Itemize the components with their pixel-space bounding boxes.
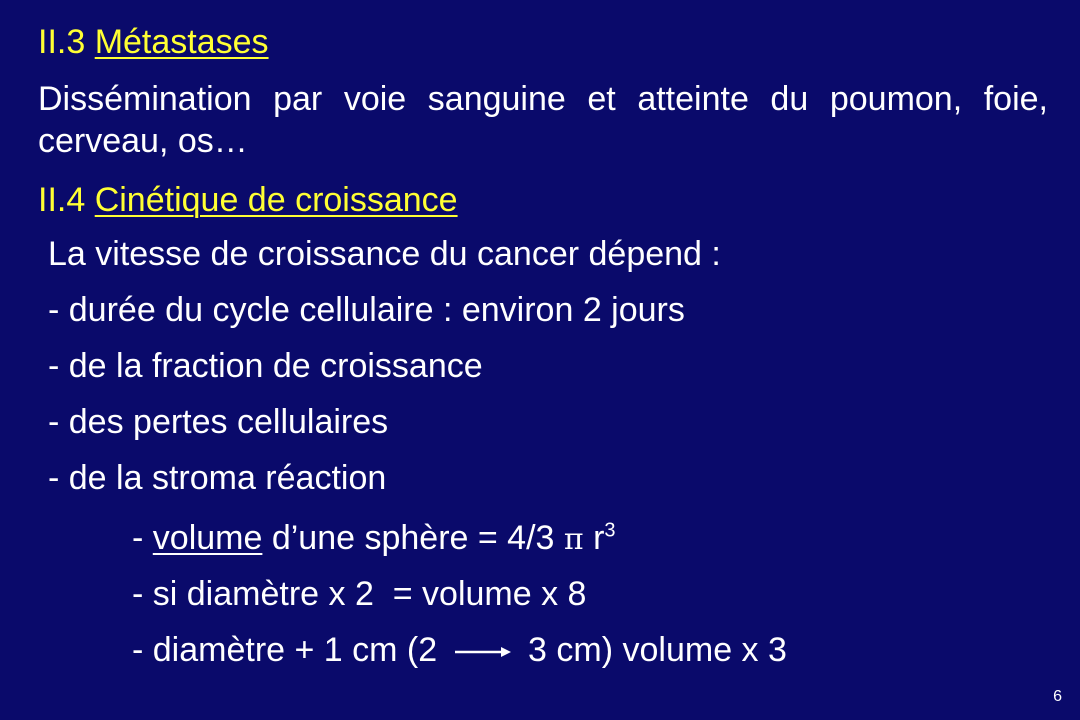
right-arrow-icon xyxy=(453,642,513,662)
formula-prefix: - xyxy=(132,519,153,557)
bullet-item: - de la fraction de croissance xyxy=(48,347,483,385)
bullet-item: - durée du cycle cellulaire : environ 2 jours xyxy=(48,291,685,329)
section-heading-cinetique xyxy=(38,180,458,220)
rule-text-before: - diamètre + 1 cm (2 xyxy=(132,631,447,669)
volume-word: volume xyxy=(152,519,263,557)
diameter-plus-one-rule xyxy=(132,630,787,670)
sphere-volume-formula xyxy=(132,518,616,560)
section-title: Métastases xyxy=(94,23,269,61)
section-number: II.4 xyxy=(38,181,86,219)
rule-text-after: 3 cm) volume x 3 xyxy=(518,631,787,669)
section-number: II.3 xyxy=(38,23,86,61)
formula-text: d’une sphère = 4/3 xyxy=(262,519,564,557)
section-title: Cinétique de croissance xyxy=(94,181,458,219)
diameter-double-rule: - si diamètre x 2 = volume x 8 xyxy=(132,575,587,613)
dissemination-paragraph: Dissémination par voie sanguine et atteinte du poumon, foie, cerveau, os… xyxy=(38,80,1048,160)
page-number: 6 xyxy=(1053,688,1062,705)
exponent: 3 xyxy=(604,519,616,542)
radius-symbol: r xyxy=(583,519,605,557)
bullet-item: - des pertes cellulaires xyxy=(48,403,389,441)
intro-text: La vitesse de croissance du cancer dépend : xyxy=(48,235,721,273)
pi-symbol: π xyxy=(563,522,584,557)
section-heading-metastases xyxy=(38,22,269,62)
bullet-item: - de la stroma réaction xyxy=(48,459,387,497)
